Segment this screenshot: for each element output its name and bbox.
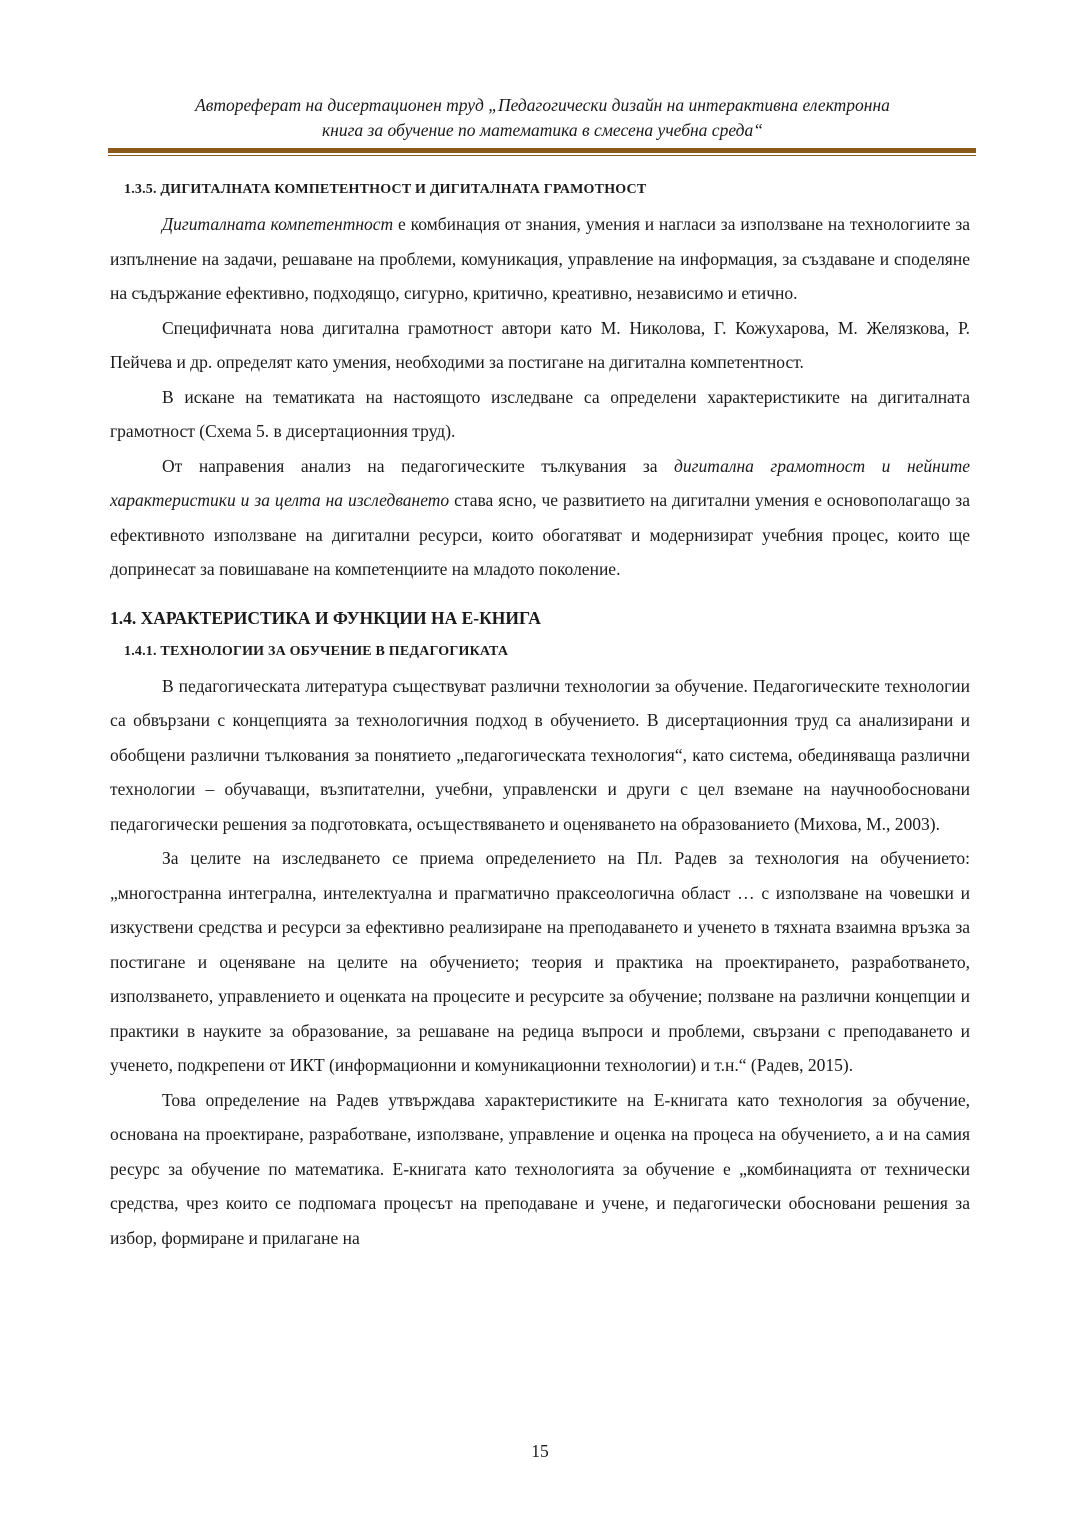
main-content: [110, 173, 970, 1255]
page-number: 15: [531, 1441, 549, 1461]
term-digital-competence: Дигиталната компетентност: [162, 214, 394, 234]
paragraph-digital-literacy-authors: Специфичната нова дигитална грамотност автори като М. Николова, Г. Кожухарова, М. Желязкова, Р. Пейчева и др. определят като умения, необходими за постигане на дигитална компетентност.: [110, 317, 970, 372]
paragraph-pedagogical-technologies: В педагогическата литература съществуват различни технологии за обучение. Педагогическите технологии са обвързани с концепцията за технологичния подход в обучението. В дисертационния труд са анализирани и обобщени различни тълкования за понятието „педагогическата технология“, като система, обединяваща различни технологии – обучаващи, възпитателни, учебни, управленски и други с цел вземане на научнообосновани педагогически решения за подготовката, осъществяването и оценяването на образованието (Михова, М., 2003).: [110, 675, 970, 834]
section-heading-1-4: 1.4. ХАРАКТЕРИСТИКА И ФУНКЦИИ НА Е-КНИГА: [110, 607, 541, 628]
header-line-1: Автореферат на дисертационен труд „Педагогически дизайн на интерактивна електронна: [195, 95, 890, 115]
paragraph-digital-competence: Дигиталната компетентност е комбинация от знания, умения и нагласи за използване на технологиите за изпълнение на задачи, решаване на проблеми, комуникация, управление на информация, за създаване и споделяне на съдържание ефективно, подходящо, сигурно, критично, креативно, независимо и етично.: [110, 214, 970, 303]
paragraph-analysis: От направения анализ на педагогическите тълкувания за дигитална грамотност и нейните характеристики и за целта на изследването става ясно, че развитието на дигитални умения е основополагащо за ефективното използване на дигитални ресурси, които обогатяват и модернизират учебния процес, които ще допринесат за повишаване на компетенциите на младото поколение.: [110, 455, 970, 579]
paragraph-ebook-technology: Това определение на Радев утвърждава характеристиките на Е-книгата като технология за обучение, основана на проектиране, разработване, използване, управление и оценка на процеса на обучението, а и на самия ресурс за обучение по математика. Е-книгата като технологията за обучение е „комбинацията от технически средства, чрез които се подпомага процесът на преподаване и учене, и педагогически обосновани решения за избор, формиране и прилагане на: [110, 1089, 970, 1248]
paragraph-radev-definition: За целите на изследването се приема определението на Пл. Радев за технология на обучението: „многостранна интегрална, интелектуална и прагматично праксеологична област … с използване на човешки и изкуствени средства и ресурси за ефективно реализиране на преподаването и ученето в тяхната взаимна връзка за постигане и оценяване на целите на обучението; теория и практика на проектирането, разработването, използването, управлението и оценката на процесите и ресурсите за обучение; ползване на различни концепции и практики в науките за образование, за решаване на редица въпроси и проблеми, свързани с преподаването и ученето, подкрепени от ИКТ (информационни и комуникационни технологии) и т.н.“ (Радев, 2015).: [110, 848, 970, 1075]
header-rule-thin: [108, 155, 976, 156]
section-heading-1-4-1: 1.4.1. ТЕХНОЛОГИИ ЗА ОБУЧЕНИЕ В ПЕДАГОГИКАТА: [124, 643, 509, 659]
header-rule-thick: [108, 148, 976, 153]
paragraph-characteristics: В искане на тематиката на настоящото изследване са определени характеристиките на дигиталната грамотност (Схема 5. в дисертационния труд).: [110, 386, 970, 441]
section-heading-1-3-5: 1.3.5. ДИГИТАЛНАТА КОМПЕТЕНТНОСТ И ДИГИТАЛНАТА ГРАМОТНОСТ: [124, 182, 647, 197]
header-line-2: книга за обучение по математика в смесена учебна среда“: [321, 120, 763, 140]
term-digital-literacy: дигитална грамотност и нейните характеристики и за целта на изследването: [110, 455, 970, 510]
running-header: [110, 93, 975, 143]
